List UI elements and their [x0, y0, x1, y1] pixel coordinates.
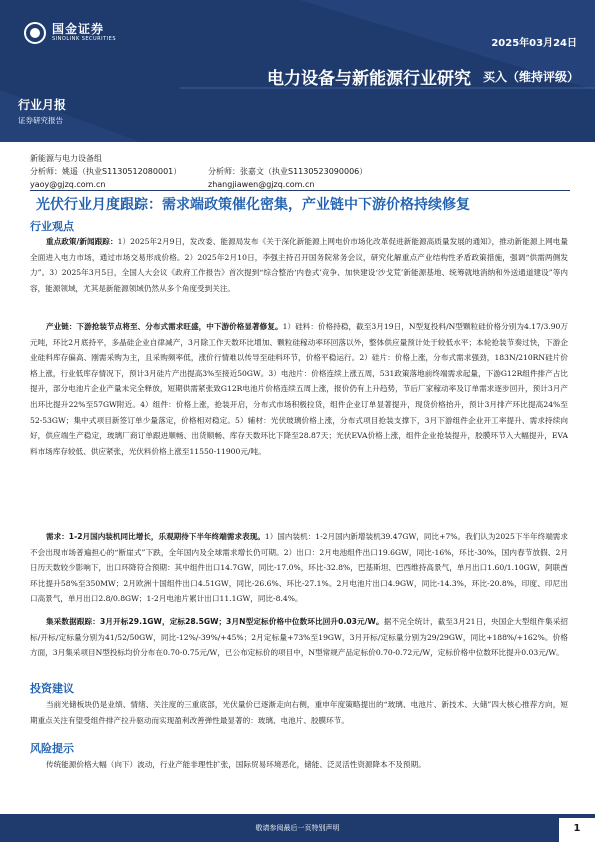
report-type: 行业月报: [18, 98, 67, 112]
paragraph-policy: [30, 234, 568, 296]
bid-text: 据不完全统计，截至3月21日，央国企大型组件集采招标/开标/定标量分别为41/52/50GW，同比-12%/-39%/+45%；2月定标量+73%至19GW，3月开标/定标量分别为29/29GW，同比+188%/+162%。价格方面，3月集采项目N型投标均价分布在0.70-0.75元/W，已公布定标价的项目中，N型常规产品定标价0.70-0.72元/W，定标价格中位数环比提升0.03元/W。: [30, 617, 568, 658]
paragraph-demand: [30, 529, 568, 607]
rating-badge: 买入（维持评级）: [482, 70, 579, 84]
logo-emblem-icon: [24, 22, 46, 44]
section-title-risk: 风险提示: [30, 742, 74, 755]
section-title-views: 行业观点: [30, 220, 74, 233]
logo-name: 国金证券: [52, 22, 105, 36]
analyst-1: 分析师：姚遥（执业S1130512080001）: [30, 167, 182, 176]
company-logo: [24, 22, 116, 44]
footer-disclaimer: 敬请参阅最后一页特别声明: [255, 824, 340, 832]
chain-text: 1）硅料：价格持稳，截至3月19日，N型复投料/N型颗粒硅价格分别为4.17/3.90万元吨，环比2月底持平，多晶硅企业自律减产，3月除工作天数环比增加、颗粒硅稼动率环回落以外，整体供应量预计处于较低水平；本轮抢装节奏过快，下游企业硅料库存偏高、刚需采购为主，且采购频率低，涨价行情难以传导至硅料环节，价格平稳运行。2）硅片：价格上涨，分布式需求强劲，183N/210RN硅片价格上涨，行业低库存情况下，预计3月硅片产出提高3%至接近50GW。3）电池片：价格连续上涨五周，531政策落地前终端需求起量，下游G12R组件排产占比提升，部分电池片企业产量未完全释放，短期供需紧张致G12R电池片价格连续五周上涨，报价仍有上升趋势，节后厂家稼动率及订单需求逐步回升，预计3月产出环比提升22%至57GW附近。4）组件：价格上涨，抢装开启，分布式市场积极拉货，组件企业订单显著提升，现货价格抬升，预计3月排产环比提高24%至52-53GW；集中式项目新签订单少量落定，价格相对稳定。5）辅材：光伏玻璃价格上涨，分布式项目抢装支撑下，3月下游组件企业开工率提升、需求持续向好，供应端生产稳定，玻璃厂商订单跟进顺畅、出货顺畅、库存天数环比下降至28.87天；光伏EVA价格上涨，组件企业抢装提升，胶膜环节入大幅提升，EVA料市场库存较低、供应紧张，光伏料价格上涨至11550-11900元/吨。: [30, 322, 568, 456]
demand-text: 1）国内装机：1-2月国内新增装机39.47GW，同比+7%。我们认为2025下半年终端需求不会出现市场普遍担心的“断崖式”下跌，全年国内及全球需求增长仍可期。2）出口：2月电池组件出口19.6GW，同比-16%，环比-30%，国内春节放假、2月日历天数较少影响下，出口环降符合预期：其中组件出口14.7GW，同比-17.0%，环比-32.8%，巴基斯坦、巴西维持高景气，单月出口1.60/1.10GW，阿联酋环比提升58%至350MW；2月欧洲十国组件出口4.51GW，同比-26.6%、环比-27.1%。2月电池片出口4.9GW，同比-14.3%，环比-20.8%，印度、印尼出口高景气，单月出口2.8/0.8GW；1-2月电池片累计出口11.1GW，同比-8.4%。: [30, 532, 569, 604]
chain-lead: 产业链：下游抢装节点将至、分布式需求旺盛，中下游价格显著修复。: [46, 322, 283, 331]
analyst-1-email[interactable]: yaoy@gjzq.com.cn: [30, 180, 106, 189]
paragraph-bidding: [30, 614, 568, 661]
report-date: 2025年03月24日: [491, 38, 577, 49]
analyst-2-email[interactable]: zhangjiawen@gjzq.com.cn: [208, 180, 315, 189]
bid-lead: 集采数据跟踪：3月开标29.1GW，定标28.5GW；3月N型定标价格中位数环比回升0.03元/W。: [46, 617, 384, 626]
policy-text: 1）2025年2月9日，发改委、能源局发布《关于深化新能源上网电价市场化改革促进新能源高质量发展的通知》，推动新能源上网电量全面进入电力市场，通过市场交易形成价格。2）2025年2月10日，李强主持召开国务院常务会议，研究化解重点产业结构性矛盾政策措施，强调“供需两侧发力”。3）2025年3月5日，全国人大会议《政府工作报告》首次提到“综合整治‘内卷式’竞争、加快建设‘沙戈荒’新能源基地、统筹就地消纳和外送通道建设”等内容，能源领域，尤其是新能源领域仍然从多个角度受到关注。: [30, 237, 568, 293]
section-title-advice: 投资建议: [30, 682, 74, 695]
report-header: [0, 0, 595, 142]
team-name: 新能源与电力设备组: [30, 154, 102, 163]
report-headline: 光伏行业月度跟踪：需求端政策催化密集，产业链中下游价格持续修复: [36, 197, 470, 213]
paragraph-chain: [30, 319, 568, 459]
report-title: 电力设备与新能源行业研究: [267, 69, 471, 89]
analyst-block: [30, 152, 367, 191]
page-footer: [0, 814, 595, 842]
report-subtype: 证券研究报告: [18, 116, 63, 125]
paragraph-risk: 传统能源价格大幅（向下）波动，行业产能非理性扩张，国际贸易环境恶化，储能、泛灵活性资源降本不及预期。: [46, 760, 426, 769]
policy-lead: 重点政策/新闻跟踪：: [46, 237, 118, 246]
logo-english-name: SINOLINK SECURITIES: [52, 36, 116, 42]
demand-lead: 需求：1-2月国内装机同比增长，乐观期待下半年终端需求表现。: [46, 532, 265, 541]
analyst-2: 分析师：张嘉文（执业S1130523090006）: [208, 167, 368, 176]
header-divider: [30, 190, 570, 191]
paragraph-advice: 当前光储板块仍是业绩、情绪、关注度的三重底部，光伏量价已逐渐走向右侧，重申年度策略提出的“玻璃、电池片、新技术、大储”四大核心推荐方向，短期重点关注有望受组件排产拉升驱动而实现盈利改善弹性最显著的：玻璃、电池片、胶膜环节。: [30, 700, 568, 725]
page-number: 1: [559, 818, 595, 842]
